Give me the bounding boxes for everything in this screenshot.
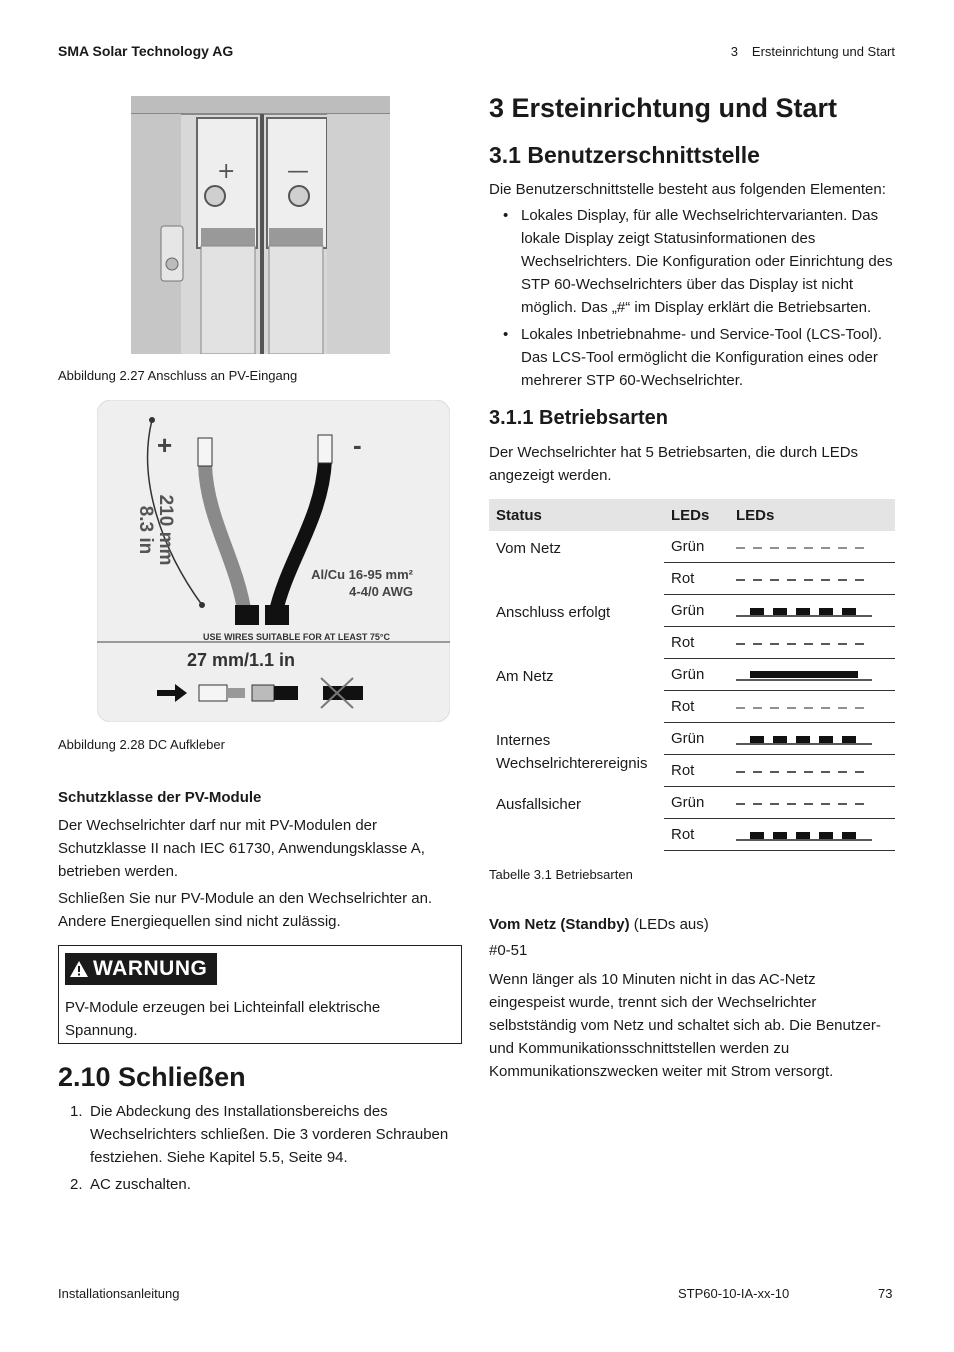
list-item — [58, 1173, 464, 1196]
sticker-plus: + — [157, 430, 173, 460]
led-pattern-blink — [736, 604, 876, 618]
subsubsection-heading — [489, 407, 668, 430]
led-indicator — [729, 819, 895, 851]
header-chapter-number: 3 — [730, 44, 738, 59]
sticker-length-in: 8.3 in — [135, 505, 156, 555]
table-row — [489, 595, 895, 627]
list-item — [58, 1100, 464, 1169]
sticker-length — [135, 470, 175, 590]
step-number: 2. — [70, 1176, 83, 1193]
led-color: Grün — [664, 531, 729, 563]
step-number: 1. — [70, 1103, 83, 1120]
led-color: Rot — [664, 627, 729, 659]
standby-heading — [489, 913, 709, 936]
sticker-spec-awg: 4-4/0 AWG — [349, 584, 413, 599]
header-chapter-title: Ersteinrichtung und Start — [751, 44, 895, 59]
mode-status: Ausfallsicher — [496, 795, 582, 813]
protection-class-heading: Schutzklasse der PV-Module — [58, 789, 262, 806]
standby-title: Vom Netz (Standby) — [489, 916, 630, 933]
led-indicator — [729, 755, 895, 787]
led-color: Rot — [664, 819, 729, 851]
standby-text: Wenn länger als 10 Minuten nicht in das AC-Netz eingespeist wurde, trennt sich der Wechselrichter selbstständig vom Netz und schaltet sich ab. Die Benutzer- und Kommunikationsschnittstellen werden zu Kommunikationszwecken weiter mit Strom versorgt. — [489, 971, 881, 1080]
table-row — [489, 659, 895, 691]
led-pattern-dashed — [736, 636, 876, 650]
svg-text:+: + — [217, 159, 236, 184]
led-pattern-dashed-thin — [736, 700, 876, 714]
led-pattern-dashed — [736, 796, 876, 810]
dc-sticker-figure — [97, 400, 450, 722]
header-company: SMA Solar Technology AG — [58, 43, 234, 59]
standby-subtitle: (LEDs aus) — [629, 916, 709, 933]
warning-label-text: WARNUNG — [93, 957, 208, 980]
led-color: Grün — [664, 723, 729, 755]
led-indicator — [729, 531, 895, 563]
sticker-length-mm: 210 mm — [155, 494, 176, 566]
modes-table — [489, 499, 895, 851]
protection-class-note: Schließen Sie nur PV-Module an den Wechselrichter an. Andere Energiequellen sind nicht zulässig. — [58, 890, 433, 930]
list-item: • Lokales Inbetriebnahme- und Service-Tool (LCS-Tool). Das LCS-Tool ermöglicht die Konfiguration eines oder mehrerer STP 60-Wechselrichter. — [489, 323, 895, 392]
figure-caption: Abbildung 2.27 Anschluss an PV-Eingang — [58, 368, 298, 383]
step-text: Die Abdeckung des Installationsbereichs des Wechselrichters schließen. Die 3 vorderen Schrauben festziehen. Siehe Kapitel 5.5, Seite 94. — [90, 1103, 449, 1166]
sticker-strip-length: 27 mm/1.1 in — [187, 650, 296, 670]
warning-text: PV-Module erzeugen bei Lichteinfall elektrische Spannung. — [65, 999, 381, 1039]
intro-text: Die Benutzerschnittstelle besteht aus folgenden Elementen: — [489, 181, 886, 198]
footer-document: Installationsanleitung — [58, 1286, 180, 1301]
sticker-wire-spec — [293, 566, 413, 600]
led-pattern-dashed — [736, 764, 876, 778]
page-number: 73 — [878, 1286, 893, 1301]
led-indicator — [729, 659, 895, 691]
led-indicator — [729, 691, 895, 723]
protection-class-paragraph: Der Wechselrichter darf nur mit PV-Modulen der Schutzklasse II nach IEC 61730, Anwendungsklasse A, betrieben werden. — [58, 817, 425, 880]
mode-status: Vom Netz — [496, 540, 562, 557]
subsection-heading — [489, 142, 760, 169]
chapter-title: 3 Ersteinrichtung und Start — [489, 93, 838, 123]
led-pattern-solid — [736, 668, 876, 682]
pv-terminal-illustration — [131, 96, 390, 354]
mode-status: Anschluss erfolgt — [496, 603, 611, 621]
table-row — [489, 531, 895, 563]
header-chapter — [731, 44, 895, 59]
pv-terminal-figure — [131, 96, 390, 354]
led-color: Rot — [664, 563, 729, 595]
table-header: LEDs — [729, 499, 895, 531]
list-item: • Lokales Display, für alle Wechselrichtervarianten. Das lokale Display zeigt Statusinformationen des Wechselrichters. Die Konfiguration oder Einrichtung des STP 60-Wechselrichters über das Display ist nicht möglich. Das „#“ im Display erklärt die Betriebsarten. — [489, 204, 895, 319]
led-indicator — [729, 595, 895, 627]
table-row — [489, 787, 895, 819]
mode-status: Internes Wechselrichterereignis — [496, 731, 648, 772]
table-header: LEDs — [664, 499, 729, 531]
led-color: Grün — [664, 595, 729, 627]
led-color: Rot — [664, 691, 729, 723]
svg-text:—: — — [287, 159, 309, 184]
mode-status: Am Netz — [496, 667, 554, 685]
section-heading — [58, 1062, 246, 1093]
warning-label — [65, 953, 217, 985]
chapter-heading — [489, 93, 837, 124]
led-pattern-blink — [736, 828, 876, 842]
table-header: Status — [489, 499, 664, 531]
interface-list — [489, 204, 895, 396]
warning-triangle-icon — [69, 960, 89, 978]
led-indicator — [729, 787, 895, 819]
subsubsection-title: 3.1.1 Betriebsarten — [489, 407, 668, 429]
standby-code: #0-51 — [489, 942, 528, 959]
step-text: AC zuschalten. — [90, 1176, 191, 1193]
led-color: Grün — [664, 787, 729, 819]
table-caption: Tabelle 3.1 Betriebsarten — [489, 867, 633, 882]
led-indicator — [729, 723, 895, 755]
sticker-minus: - — [353, 430, 362, 460]
led-indicator — [729, 627, 895, 659]
modes-intro: Der Wechselrichter hat 5 Betriebsarten, die durch LEDs angezeigt werden. — [489, 444, 859, 484]
sticker-spec-area: Al/Cu 16-95 mm² — [311, 567, 413, 582]
closing-steps — [58, 1100, 464, 1200]
subsection-title: 3.1 Benutzerschnittstelle — [489, 142, 760, 168]
led-pattern-dashed — [736, 572, 876, 586]
led-pattern-dashed-thin — [736, 540, 876, 554]
led-color: Rot — [664, 755, 729, 787]
table-row — [489, 723, 895, 755]
led-color: Grün — [664, 659, 729, 691]
figure-caption: Abbildung 2.28 DC Aufkleber — [58, 737, 225, 752]
section-title: 2.10 Schließen — [58, 1062, 246, 1092]
footer-code: STP60-10-IA-xx-10 — [678, 1286, 790, 1301]
sticker-wire-note: USE WIRES SUITABLE FOR AT LEAST 75°C — [203, 632, 390, 642]
led-indicator — [729, 563, 895, 595]
warning-box — [58, 945, 462, 1044]
led-pattern-blink — [736, 732, 876, 746]
